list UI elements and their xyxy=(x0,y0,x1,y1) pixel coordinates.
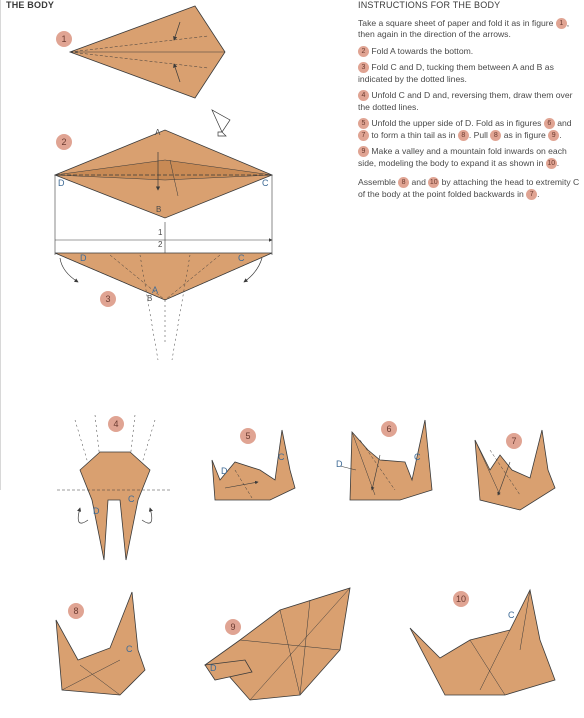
point-label-a: A xyxy=(152,285,159,295)
figure-ref-badge: 7 xyxy=(526,189,537,200)
point-label-d: D xyxy=(58,178,65,188)
figure-ref-badge: 6 xyxy=(544,118,555,129)
instruction-step-intro: Take a square sheet of paper and fold it as in figure 1 , then again in the direction of the arrows. xyxy=(358,17,570,39)
figure-ref-badge: 10 xyxy=(429,179,438,187)
instruction-step-2: 2 Fold A towards the bottom. xyxy=(358,46,580,58)
figure-number-badge: 5 xyxy=(240,428,256,444)
figure-3-triangle xyxy=(55,253,272,360)
figure-number-badge: 4 xyxy=(108,416,124,432)
point-label-c: C xyxy=(262,178,269,188)
figure-ref-badge: 8 xyxy=(458,130,469,141)
point-label-d: D xyxy=(93,506,100,516)
step-arrow-icon xyxy=(212,110,230,136)
figure-number-badge: 8 xyxy=(68,603,84,619)
point-label-c: C xyxy=(508,610,515,620)
figure-number-badge: 7 xyxy=(506,433,522,449)
point-label-d: D xyxy=(210,663,217,673)
figure-ref-badge: 9 xyxy=(548,130,559,141)
point-label-c: C xyxy=(278,452,285,462)
measure-label-one: 1 xyxy=(158,228,163,237)
figure-9-model xyxy=(205,588,350,700)
figure-ref-badge: 7 xyxy=(358,130,369,141)
figure-4-model xyxy=(57,415,172,560)
figure-number-badge: 1 xyxy=(56,31,72,47)
figure-10-model xyxy=(410,590,555,695)
figure-number-badge: 2 xyxy=(56,134,72,150)
point-label-d: D xyxy=(336,459,343,469)
step-number-badge: 4 xyxy=(358,90,369,101)
point-label-c: C xyxy=(128,494,135,504)
figure-ref-badge: 8 xyxy=(490,130,501,141)
point-label-c: C xyxy=(238,253,245,263)
figure-1-kite xyxy=(70,6,225,98)
measure-label-two: 2 xyxy=(158,240,163,249)
point-label-b: B xyxy=(156,205,162,214)
step-number-badge: 9 xyxy=(358,146,369,157)
figure-ref-badge: 1 xyxy=(556,18,567,29)
instruction-step-9: 9 Make a valley and a mountain fold inwards on each side, modeling the body to expand it as shown in 10 . xyxy=(358,146,567,168)
step-number-badge: 5 xyxy=(358,118,369,129)
point-label-b: B xyxy=(147,294,153,303)
point-label-c: C xyxy=(126,644,133,654)
point-label-c: C xyxy=(414,452,421,462)
figure-ref-badge: 10 xyxy=(547,159,556,167)
point-label-a: A xyxy=(155,128,161,137)
section-heading: THE BODY xyxy=(6,0,55,10)
instruction-assemble: Assemble 8 and 10 by attaching the head to extremity C of the body at the point folded backwards in 7 . xyxy=(358,177,580,199)
instructions-title: INSTRUCTIONS FOR THE BODY xyxy=(358,0,501,10)
figure-number-badge: 6 xyxy=(381,421,397,437)
point-label-d: D xyxy=(80,253,87,263)
instruction-step-4: 4 Unfold C and D and, reversing them, draw them over the dotted lines. xyxy=(358,90,573,112)
step-number-badge: 3 xyxy=(358,62,369,73)
step-number-badge: 2 xyxy=(358,46,369,57)
instruction-step-3: 3 Fold C and D, tucking them between A and B as indicated by the dotted lines. xyxy=(358,62,554,84)
figure-ref-badge: 8 xyxy=(398,177,409,188)
figure-number-badge: 3 xyxy=(100,291,116,307)
figure-number-badge: 9 xyxy=(225,619,241,635)
point-label-d: D xyxy=(221,466,228,476)
figure-number-badge: 10 xyxy=(453,591,469,607)
instruction-step-5: 5 Unfold the upper side of D. Fold as in figures 6 and 7 to form a thin tail as in 8 . Pull 8 as in figure 9 . xyxy=(358,118,580,141)
figure-2-diamond xyxy=(55,130,272,218)
